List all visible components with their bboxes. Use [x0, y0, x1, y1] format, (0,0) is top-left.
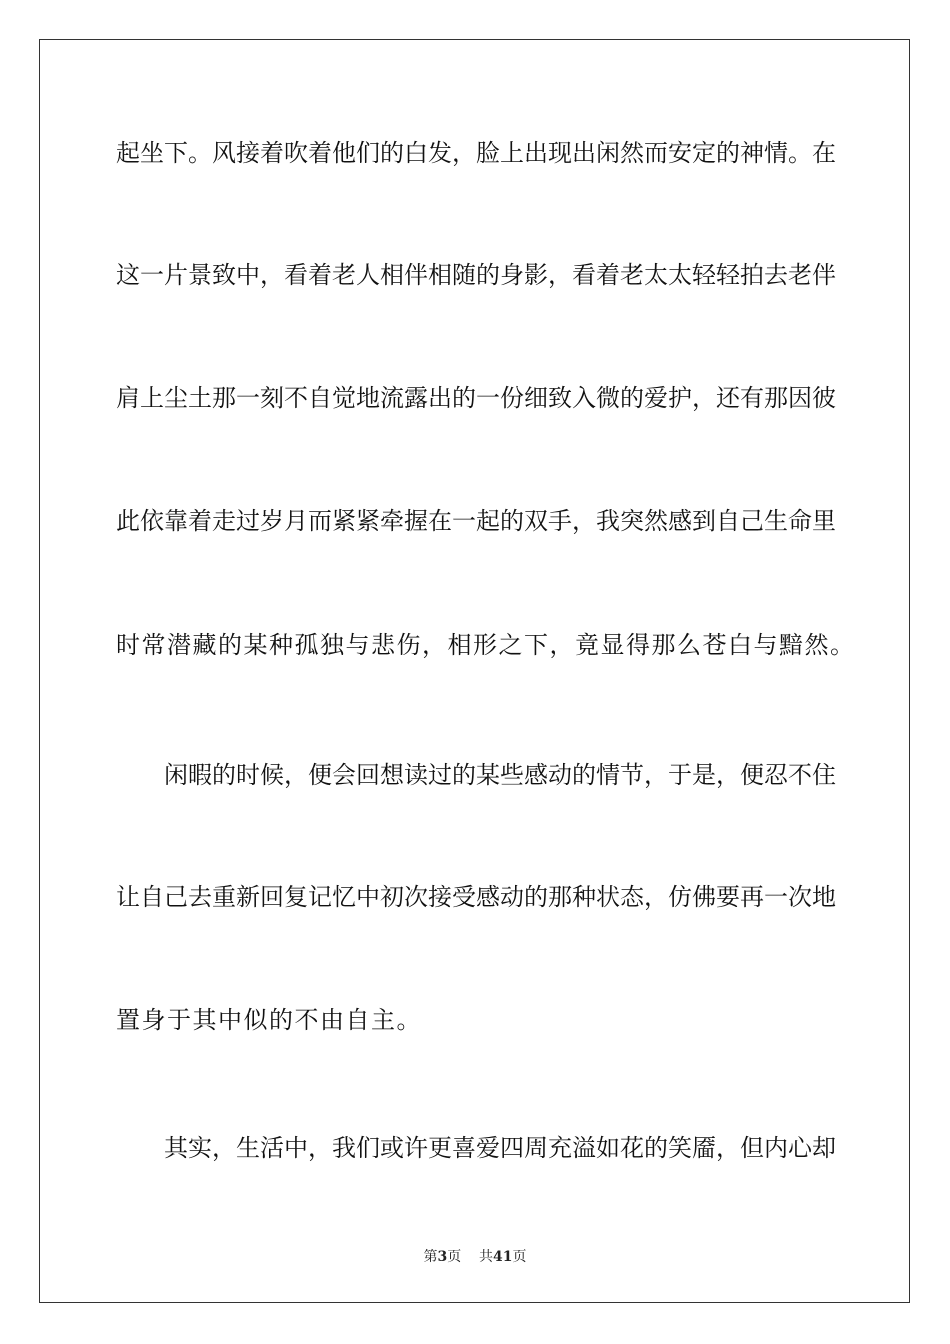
body-line-8: 置身于其中似的不由自主。	[116, 1006, 422, 1034]
body-line-5: 时常潜藏的某种孤独与悲伤，相形之下，竟显得那么苍白与黯然。	[116, 631, 856, 659]
page-border	[39, 39, 910, 1303]
body-line-1: 起坐下。风接着吹着他们的白发，脸上出现出闲然而安定的神情。在	[116, 139, 836, 167]
footer-total-prefix: 共	[479, 1249, 494, 1265]
footer-total-pages: 41	[493, 1249, 513, 1265]
footer-page-number: 3	[437, 1249, 448, 1265]
footer-page-prefix: 第	[423, 1249, 438, 1265]
page-footer	[0, 1248, 950, 1266]
body-line-2: 这一片景致中，看着老人相伴相随的身影，看着老太太轻轻拍去老伴	[116, 261, 836, 289]
body-line-9: 其实，生活中，我们或许更喜爱四周充溢如花的笑靥，但内心却	[164, 1134, 836, 1162]
footer-page-suffix: 页	[447, 1249, 462, 1265]
body-line-4: 此依靠着走过岁月而紧紧牵握在一起的双手，我突然感到自己生命里	[116, 507, 836, 535]
body-line-3: 肩上尘土那一刻不自觉地流露出的一份细致入微的爱护，还有那因彼	[116, 384, 836, 412]
footer-total-suffix: 页	[512, 1249, 527, 1265]
body-line-6: 闲暇的时候，便会回想读过的某些感动的情节，于是，便忍不住	[164, 761, 836, 789]
body-line-7: 让自己去重新回复记忆中初次接受感动的那种状态，仿佛要再一次地	[116, 883, 836, 911]
